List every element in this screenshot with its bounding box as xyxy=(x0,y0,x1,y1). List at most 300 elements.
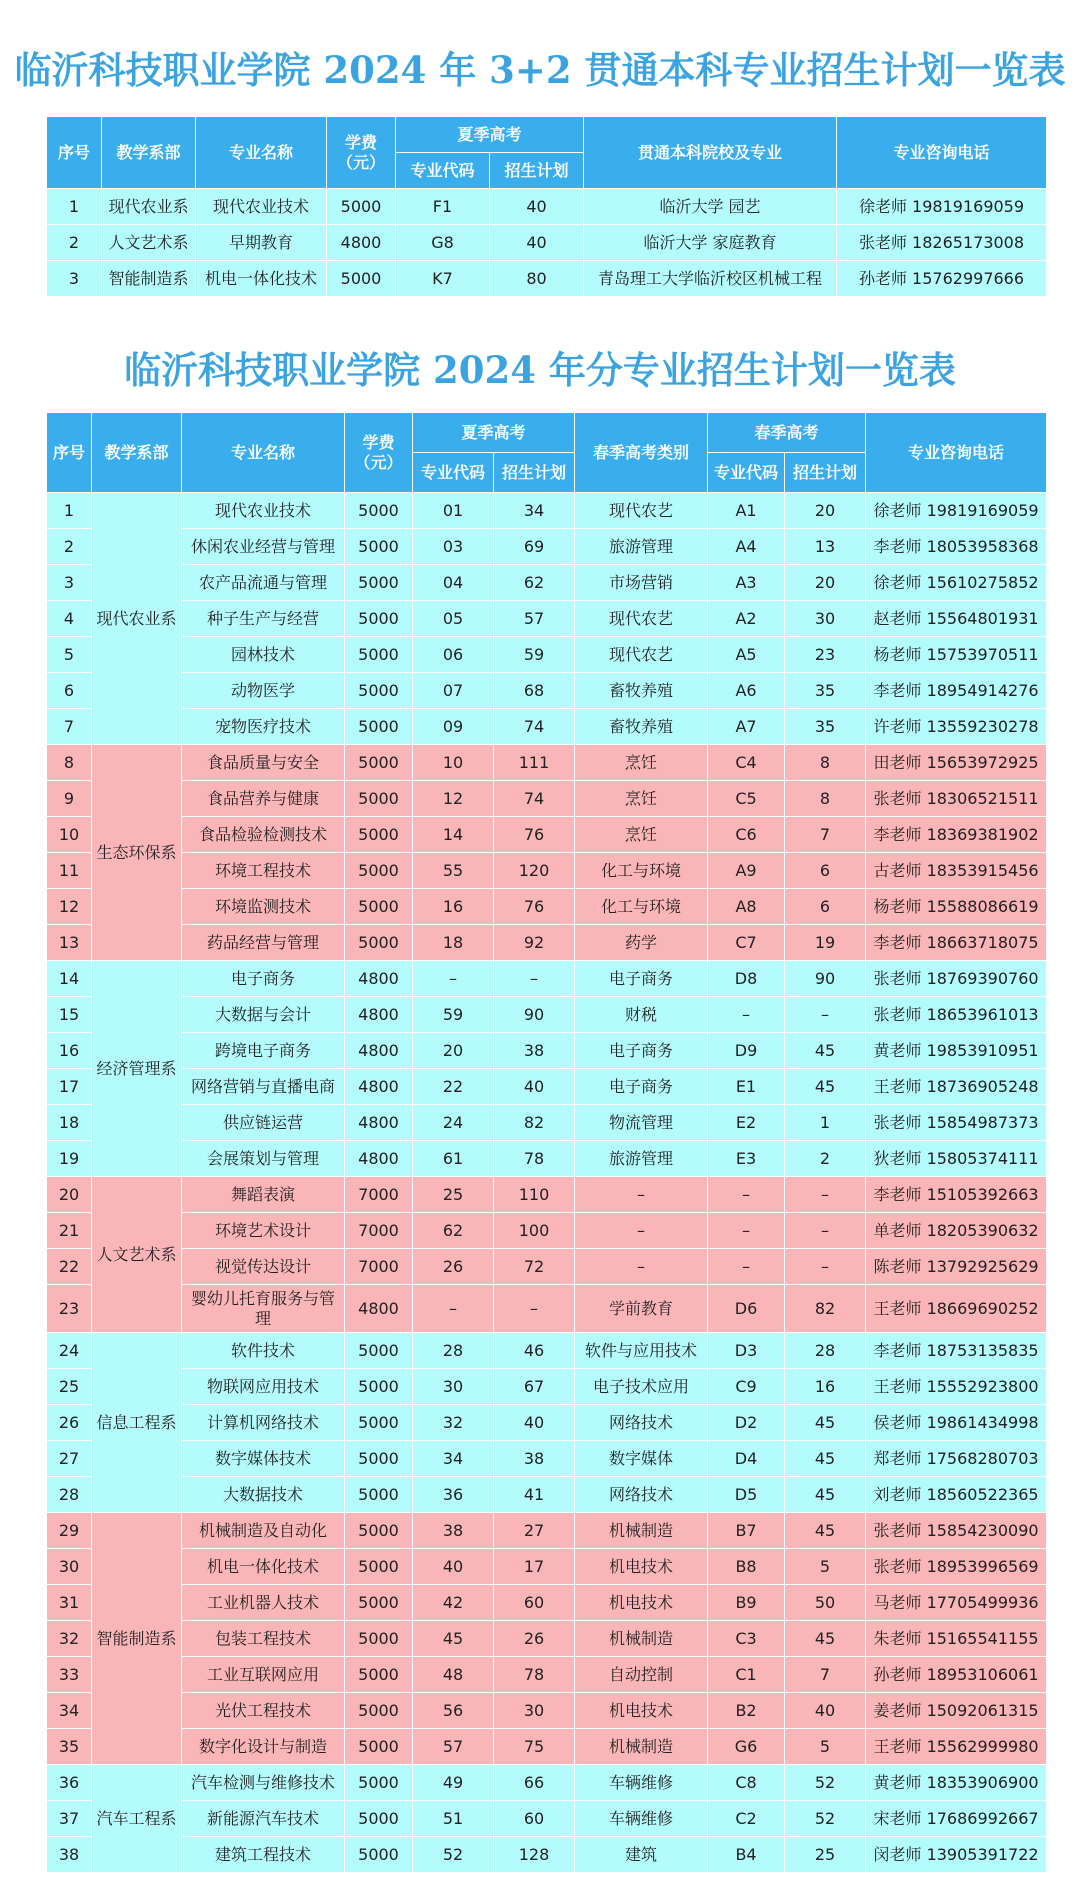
spring-plan-cell: 20 xyxy=(785,493,866,529)
summer-plan-cell: 111 xyxy=(494,745,575,781)
spring-plan-cell: 1 xyxy=(785,1105,866,1141)
dept-cell: 人文艺术系 xyxy=(102,225,196,261)
spring-category-cell: 机电技术 xyxy=(575,1585,708,1621)
summer-plan-cell: 67 xyxy=(494,1369,575,1405)
major-cell: 汽车检测与维修技术 xyxy=(182,1765,345,1801)
plan-cell: 80 xyxy=(490,261,584,297)
dept-cell: 智能制造系 xyxy=(102,261,196,297)
spring-plan-cell: 16 xyxy=(785,1369,866,1405)
seq-cell: 29 xyxy=(47,1513,92,1549)
phone-cell: 狄老师 15805374111 xyxy=(866,1141,1047,1177)
table-row xyxy=(47,1765,1047,1801)
phone-cell: 闵老师 13905391722 xyxy=(866,1837,1047,1873)
table-row xyxy=(47,1369,1047,1405)
phone-cell: 张老师 18265173008 xyxy=(837,225,1047,261)
major-cell: 物联网应用技术 xyxy=(182,1369,345,1405)
spring-plan-cell: 50 xyxy=(785,1585,866,1621)
seq-cell: 2 xyxy=(47,529,92,565)
spring-code-cell: – xyxy=(708,1213,785,1249)
summer-plan-cell: 38 xyxy=(494,1033,575,1069)
major-cell: 现代农业技术 xyxy=(196,189,327,225)
seq-cell: 12 xyxy=(47,889,92,925)
spring-code-cell: B2 xyxy=(708,1693,785,1729)
phone-cell: 王老师 18669690252 xyxy=(866,1285,1047,1333)
fee-cell: 5000 xyxy=(345,1441,413,1477)
phone-cell: 宋老师 17686992667 xyxy=(866,1801,1047,1837)
col-code: 专业代码 xyxy=(396,153,490,189)
seq-cell: 7 xyxy=(47,709,92,745)
summer-plan-cell: 74 xyxy=(494,709,575,745)
table-row xyxy=(47,565,1047,601)
table-row xyxy=(47,637,1047,673)
summer-plan-cell: 68 xyxy=(494,673,575,709)
major-cell: 动物医学 xyxy=(182,673,345,709)
phone-cell: 黄老师 19853910951 xyxy=(866,1033,1047,1069)
spring-code-cell: C9 xyxy=(708,1369,785,1405)
table-row xyxy=(47,1801,1047,1837)
summer-code-cell: 22 xyxy=(413,1069,494,1105)
seq-cell: 5 xyxy=(47,637,92,673)
summer-code-cell: 18 xyxy=(413,925,494,961)
table-row xyxy=(47,601,1047,637)
phone-cell: 王老师 15552923800 xyxy=(866,1369,1047,1405)
table-row xyxy=(47,745,1047,781)
summer-code-cell: – xyxy=(413,961,494,997)
summer-plan-cell: 40 xyxy=(494,1405,575,1441)
spring-plan-cell: 45 xyxy=(785,1069,866,1105)
spring-category-cell: 机械制造 xyxy=(575,1513,708,1549)
phone-cell: 郑老师 17568280703 xyxy=(866,1441,1047,1477)
spring-category-cell: 电子商务 xyxy=(575,1069,708,1105)
dept-cell: 汽车工程系 xyxy=(92,1765,182,1873)
summer-plan-cell: 69 xyxy=(494,529,575,565)
spring-code-cell: D5 xyxy=(708,1477,785,1513)
phone-cell: 杨老师 15588086619 xyxy=(866,889,1047,925)
table-row xyxy=(47,1549,1047,1585)
major-cell: 宠物医疗技术 xyxy=(182,709,345,745)
table1-body xyxy=(47,189,1047,297)
spring-category-cell: 软件与应用技术 xyxy=(575,1333,708,1369)
spring-plan-cell: 7 xyxy=(785,1657,866,1693)
seq-cell: 2 xyxy=(47,225,102,261)
phone-cell: 田老师 15653972925 xyxy=(866,745,1047,781)
table-row xyxy=(47,1033,1047,1069)
spring-plan-cell: – xyxy=(785,1177,866,1213)
major-cell: 网络营销与直播电商 xyxy=(182,1069,345,1105)
spring-category-cell: 现代农艺 xyxy=(575,601,708,637)
seq-cell: 26 xyxy=(47,1405,92,1441)
spring-category-cell: 市场营销 xyxy=(575,565,708,601)
table-row xyxy=(47,1405,1047,1441)
spring-category-cell: 烹饪 xyxy=(575,745,708,781)
summer-code-cell: 57 xyxy=(413,1729,494,1765)
seq-cell: 6 xyxy=(47,673,92,709)
major-cell: 环境监测技术 xyxy=(182,889,345,925)
summer-plan-cell: 34 xyxy=(494,493,575,529)
summer-plan-cell: 120 xyxy=(494,853,575,889)
table-row xyxy=(47,997,1047,1033)
seq-cell: 32 xyxy=(47,1621,92,1657)
spring-code-cell: A9 xyxy=(708,853,785,889)
fee-cell: 5000 xyxy=(345,781,413,817)
fee-cell: 4800 xyxy=(345,961,413,997)
table-row xyxy=(47,493,1047,529)
spring-plan-cell: 5 xyxy=(785,1729,866,1765)
summer-code-cell: 24 xyxy=(413,1105,494,1141)
code-cell: G8 xyxy=(396,225,490,261)
spring-code-cell: C1 xyxy=(708,1657,785,1693)
spring-code-cell: A7 xyxy=(708,709,785,745)
table-row xyxy=(47,1105,1047,1141)
seq-cell: 27 xyxy=(47,1441,92,1477)
seq-cell: 9 xyxy=(47,781,92,817)
summer-plan-cell: 78 xyxy=(494,1657,575,1693)
summer-plan-cell: 46 xyxy=(494,1333,575,1369)
spring-plan-cell: 8 xyxy=(785,745,866,781)
through-program-table xyxy=(46,116,1047,297)
table-row xyxy=(47,1285,1047,1333)
header-row xyxy=(47,117,1047,153)
major-cell: 环境工程技术 xyxy=(182,853,345,889)
summer-code-cell: 38 xyxy=(413,1513,494,1549)
phone-cell: 马老师 17705499936 xyxy=(866,1585,1047,1621)
spring-category-cell: 机电技术 xyxy=(575,1549,708,1585)
summer-code-cell: 14 xyxy=(413,817,494,853)
table-row xyxy=(47,1693,1047,1729)
seq-cell: 35 xyxy=(47,1729,92,1765)
spring-category-cell: 畜牧养殖 xyxy=(575,709,708,745)
seq-cell: 20 xyxy=(47,1177,92,1213)
seq-cell: 28 xyxy=(47,1477,92,1513)
seq-cell: 25 xyxy=(47,1369,92,1405)
summer-plan-cell: 110 xyxy=(494,1177,575,1213)
seq-cell: 14 xyxy=(47,961,92,997)
seq-cell: 3 xyxy=(47,261,102,297)
spring-code-cell: D4 xyxy=(708,1441,785,1477)
spring-plan-cell: 52 xyxy=(785,1765,866,1801)
table-row xyxy=(47,1513,1047,1549)
phone-cell: 李老师 18954914276 xyxy=(866,673,1047,709)
major-cell: 数字媒体技术 xyxy=(182,1441,345,1477)
seq-cell: 37 xyxy=(47,1801,92,1837)
seq-cell: 33 xyxy=(47,1657,92,1693)
major-cell: 食品质量与安全 xyxy=(182,745,345,781)
fee-cell: 5000 xyxy=(327,261,396,297)
spring-plan-cell: 45 xyxy=(785,1441,866,1477)
spring-code-cell: D2 xyxy=(708,1405,785,1441)
phone-cell: 赵老师 15564801931 xyxy=(866,601,1047,637)
fee-cell: 4800 xyxy=(345,1105,413,1141)
spring-plan-cell: 6 xyxy=(785,853,866,889)
table-row xyxy=(47,1249,1047,1285)
fee-cell: 5000 xyxy=(345,1333,413,1369)
seq-cell: 19 xyxy=(47,1141,92,1177)
spring-category-cell: 电子商务 xyxy=(575,1033,708,1069)
spring-plan-cell: – xyxy=(785,997,866,1033)
major-cell: 电子商务 xyxy=(182,961,345,997)
seq-cell: 15 xyxy=(47,997,92,1033)
seq-cell: 36 xyxy=(47,1765,92,1801)
spring-plan-cell: 45 xyxy=(785,1513,866,1549)
phone-cell: 李老师 18663718075 xyxy=(866,925,1047,961)
fee-cell: 5000 xyxy=(345,1585,413,1621)
major-cell: 农产品流通与管理 xyxy=(182,565,345,601)
col-spring-plan: 招生计划 xyxy=(785,453,866,493)
fee-cell: 5000 xyxy=(345,1513,413,1549)
table-row xyxy=(47,709,1047,745)
phone-cell: 李老师 18753135835 xyxy=(866,1333,1047,1369)
summer-code-cell: 12 xyxy=(413,781,494,817)
phone-cell: 王老师 15562999980 xyxy=(866,1729,1047,1765)
major-cell: 现代农业技术 xyxy=(182,493,345,529)
col-phone: 专业咨询电话 xyxy=(866,413,1047,493)
summer-code-cell: 32 xyxy=(413,1405,494,1441)
seq-cell: 8 xyxy=(47,745,92,781)
table-row xyxy=(47,261,1047,297)
spring-code-cell: A8 xyxy=(708,889,785,925)
col-dept: 教学系部 xyxy=(102,117,196,189)
spring-category-cell: – xyxy=(575,1177,708,1213)
spring-category-cell: 财税 xyxy=(575,997,708,1033)
fee-cell: 5000 xyxy=(345,637,413,673)
spring-code-cell: A3 xyxy=(708,565,785,601)
fee-cell: 5000 xyxy=(345,565,413,601)
table-row xyxy=(47,853,1047,889)
table-row xyxy=(47,925,1047,961)
major-cell: 新能源汽车技术 xyxy=(182,1801,345,1837)
summer-plan-cell: 62 xyxy=(494,565,575,601)
fee-cell: 5000 xyxy=(345,817,413,853)
spring-plan-cell: 19 xyxy=(785,925,866,961)
col-university: 贯通本科院校及专业 xyxy=(584,117,837,189)
summer-plan-cell: 75 xyxy=(494,1729,575,1765)
table-row xyxy=(47,225,1047,261)
summer-code-cell: 09 xyxy=(413,709,494,745)
summer-code-cell: 61 xyxy=(413,1141,494,1177)
table-row xyxy=(47,961,1047,997)
spring-code-cell: A2 xyxy=(708,601,785,637)
table-row xyxy=(47,1141,1047,1177)
seq-cell: 17 xyxy=(47,1069,92,1105)
major-cell: 园林技术 xyxy=(182,637,345,673)
phone-cell: 孙老师 18953106061 xyxy=(866,1657,1047,1693)
major-cell: 早期教育 xyxy=(196,225,327,261)
phone-cell: 张老师 15854987373 xyxy=(866,1105,1047,1141)
major-cell: 视觉传达设计 xyxy=(182,1249,345,1285)
spring-plan-cell: 90 xyxy=(785,961,866,997)
summer-plan-cell: – xyxy=(494,961,575,997)
summer-code-cell: 03 xyxy=(413,529,494,565)
summer-plan-cell: 17 xyxy=(494,1549,575,1585)
spring-plan-cell: 35 xyxy=(785,673,866,709)
dept-cell: 人文艺术系 xyxy=(92,1177,182,1333)
col-summer-exam: 夏季高考 xyxy=(413,413,575,453)
spring-code-cell: – xyxy=(708,997,785,1033)
phone-cell: 徐老师 19819169059 xyxy=(837,189,1047,225)
fee-cell: 5000 xyxy=(345,1729,413,1765)
col-summer-plan: 招生计划 xyxy=(494,453,575,493)
phone-cell: 侯老师 19861434998 xyxy=(866,1405,1047,1441)
spring-category-cell: 机械制造 xyxy=(575,1621,708,1657)
summer-code-cell: 45 xyxy=(413,1621,494,1657)
col-spring-code: 专业代码 xyxy=(708,453,785,493)
major-cell: 婴幼儿托育服务与管理 xyxy=(182,1285,345,1333)
spring-code-cell: A5 xyxy=(708,637,785,673)
fee-cell: 5000 xyxy=(345,1549,413,1585)
fee-cell: 5000 xyxy=(345,889,413,925)
spring-plan-cell: 52 xyxy=(785,1801,866,1837)
spring-category-cell: 学前教育 xyxy=(575,1285,708,1333)
table-row xyxy=(47,1213,1047,1249)
spring-category-cell: 网络技术 xyxy=(575,1477,708,1513)
summer-plan-cell: 59 xyxy=(494,637,575,673)
spring-plan-cell: 8 xyxy=(785,781,866,817)
phone-cell: 王老师 18736905248 xyxy=(866,1069,1047,1105)
table-row xyxy=(47,1069,1047,1105)
spring-plan-cell: 45 xyxy=(785,1033,866,1069)
phone-cell: 朱老师 15165541155 xyxy=(866,1621,1047,1657)
spring-plan-cell: 45 xyxy=(785,1405,866,1441)
spring-category-cell: 物流管理 xyxy=(575,1105,708,1141)
spring-category-cell: 电子技术应用 xyxy=(575,1369,708,1405)
seq-cell: 16 xyxy=(47,1033,92,1069)
spring-code-cell: B4 xyxy=(708,1837,785,1873)
fee-cell: 5000 xyxy=(345,1657,413,1693)
summer-plan-cell: 66 xyxy=(494,1765,575,1801)
fee-cell: 5000 xyxy=(345,1765,413,1801)
major-cell: 工业互联网应用 xyxy=(182,1657,345,1693)
summer-code-cell: 25 xyxy=(413,1177,494,1213)
major-cell: 舞蹈表演 xyxy=(182,1177,345,1213)
table-row xyxy=(47,1333,1047,1369)
summer-plan-cell: 60 xyxy=(494,1585,575,1621)
seq-cell: 11 xyxy=(47,853,92,889)
summer-plan-cell: 41 xyxy=(494,1477,575,1513)
spring-category-cell: 机械制造 xyxy=(575,1729,708,1765)
spring-category-cell: 畜牧养殖 xyxy=(575,673,708,709)
col-spring-category: 春季高考类别 xyxy=(575,413,708,493)
seq-cell: 34 xyxy=(47,1693,92,1729)
phone-cell: 张老师 18306521511 xyxy=(866,781,1047,817)
summer-code-cell: 51 xyxy=(413,1801,494,1837)
spring-code-cell: D3 xyxy=(708,1333,785,1369)
major-cell: 环境艺术设计 xyxy=(182,1213,345,1249)
dept-cell: 现代农业系 xyxy=(102,189,196,225)
phone-cell: 陈老师 13792925629 xyxy=(866,1249,1047,1285)
summer-code-cell: 55 xyxy=(413,853,494,889)
major-cell: 食品检验检测技术 xyxy=(182,817,345,853)
spring-code-cell: – xyxy=(708,1177,785,1213)
summer-code-cell: 05 xyxy=(413,601,494,637)
major-cell: 休闲农业经营与管理 xyxy=(182,529,345,565)
phone-cell: 李老师 15105392663 xyxy=(866,1177,1047,1213)
summer-plan-cell: 76 xyxy=(494,889,575,925)
table1-title: 临沂科技职业学院 2024 年 3+2 贯通本科专业招生计划一览表 xyxy=(14,48,1066,92)
col-major: 专业名称 xyxy=(196,117,327,189)
dept-cell: 现代农业系 xyxy=(92,493,182,745)
fee-cell: 5000 xyxy=(345,1405,413,1441)
fee-cell: 4800 xyxy=(345,1069,413,1105)
seq-cell: 18 xyxy=(47,1105,92,1141)
major-cell: 种子生产与经营 xyxy=(182,601,345,637)
spring-code-cell: E3 xyxy=(708,1141,785,1177)
summer-plan-cell: 30 xyxy=(494,1693,575,1729)
spring-category-cell: 车辆维修 xyxy=(575,1801,708,1837)
major-cell: 药品经营与管理 xyxy=(182,925,345,961)
summer-plan-cell: 57 xyxy=(494,601,575,637)
col-seq: 序号 xyxy=(47,413,92,493)
university-cell: 临沂大学 家庭教育 xyxy=(584,225,837,261)
phone-cell: 许老师 13559230278 xyxy=(866,709,1047,745)
summer-plan-cell: 60 xyxy=(494,1801,575,1837)
phone-cell: 李老师 18053958368 xyxy=(866,529,1047,565)
spring-code-cell: A4 xyxy=(708,529,785,565)
spring-code-cell: C2 xyxy=(708,1801,785,1837)
seq-cell: 22 xyxy=(47,1249,92,1285)
spring-category-cell: 化工与环境 xyxy=(575,889,708,925)
spring-code-cell: B9 xyxy=(708,1585,785,1621)
major-cell: 计算机网络技术 xyxy=(182,1405,345,1441)
summer-plan-cell: 72 xyxy=(494,1249,575,1285)
spring-category-cell: 数字媒体 xyxy=(575,1441,708,1477)
spring-code-cell: D8 xyxy=(708,961,785,997)
summer-plan-cell: – xyxy=(494,1285,575,1333)
spring-code-cell: D6 xyxy=(708,1285,785,1333)
table-row xyxy=(47,189,1047,225)
major-cell: 工业机器人技术 xyxy=(182,1585,345,1621)
fee-cell: 4800 xyxy=(345,1141,413,1177)
spring-code-cell: A1 xyxy=(708,493,785,529)
spring-code-cell: E1 xyxy=(708,1069,785,1105)
fee-cell: 5000 xyxy=(345,1621,413,1657)
spring-category-cell: 现代农艺 xyxy=(575,493,708,529)
dept-cell: 经济管理系 xyxy=(92,961,182,1177)
fee-cell: 5000 xyxy=(345,601,413,637)
plan-cell: 40 xyxy=(490,189,584,225)
table2-body xyxy=(47,493,1047,1873)
spring-category-cell: 烹饪 xyxy=(575,817,708,853)
fee-cell: 7000 xyxy=(345,1249,413,1285)
spring-category-cell: 网络技术 xyxy=(575,1405,708,1441)
fee-cell: 5000 xyxy=(345,1801,413,1837)
seq-cell: 13 xyxy=(47,925,92,961)
spring-category-cell: 建筑 xyxy=(575,1837,708,1873)
table-row xyxy=(47,1621,1047,1657)
fee-cell: 5000 xyxy=(345,1693,413,1729)
table2-title: 临沂科技职业学院 2024 年分专业招生计划一览表 xyxy=(124,348,956,392)
spring-category-cell: 车辆维修 xyxy=(575,1765,708,1801)
spring-plan-cell: 35 xyxy=(785,709,866,745)
summer-plan-cell: 92 xyxy=(494,925,575,961)
university-cell: 青岛理工大学临沂校区机械工程 xyxy=(584,261,837,297)
fee-cell: 5000 xyxy=(327,189,396,225)
spring-code-cell: C5 xyxy=(708,781,785,817)
col-dept: 教学系部 xyxy=(92,413,182,493)
spring-code-cell: C3 xyxy=(708,1621,785,1657)
spring-code-cell: E2 xyxy=(708,1105,785,1141)
summer-plan-cell: 100 xyxy=(494,1213,575,1249)
summer-code-cell: 48 xyxy=(413,1657,494,1693)
major-cell: 大数据技术 xyxy=(182,1477,345,1513)
col-fee: 学费（元） xyxy=(327,117,396,189)
phone-cell: 单老师 18205390632 xyxy=(866,1213,1047,1249)
plan-cell: 40 xyxy=(490,225,584,261)
major-cell: 光伏工程技术 xyxy=(182,1693,345,1729)
major-cell: 软件技术 xyxy=(182,1333,345,1369)
summer-code-cell: 34 xyxy=(413,1441,494,1477)
fee-cell: 5000 xyxy=(345,709,413,745)
col-spring-exam: 春季高考 xyxy=(708,413,866,453)
